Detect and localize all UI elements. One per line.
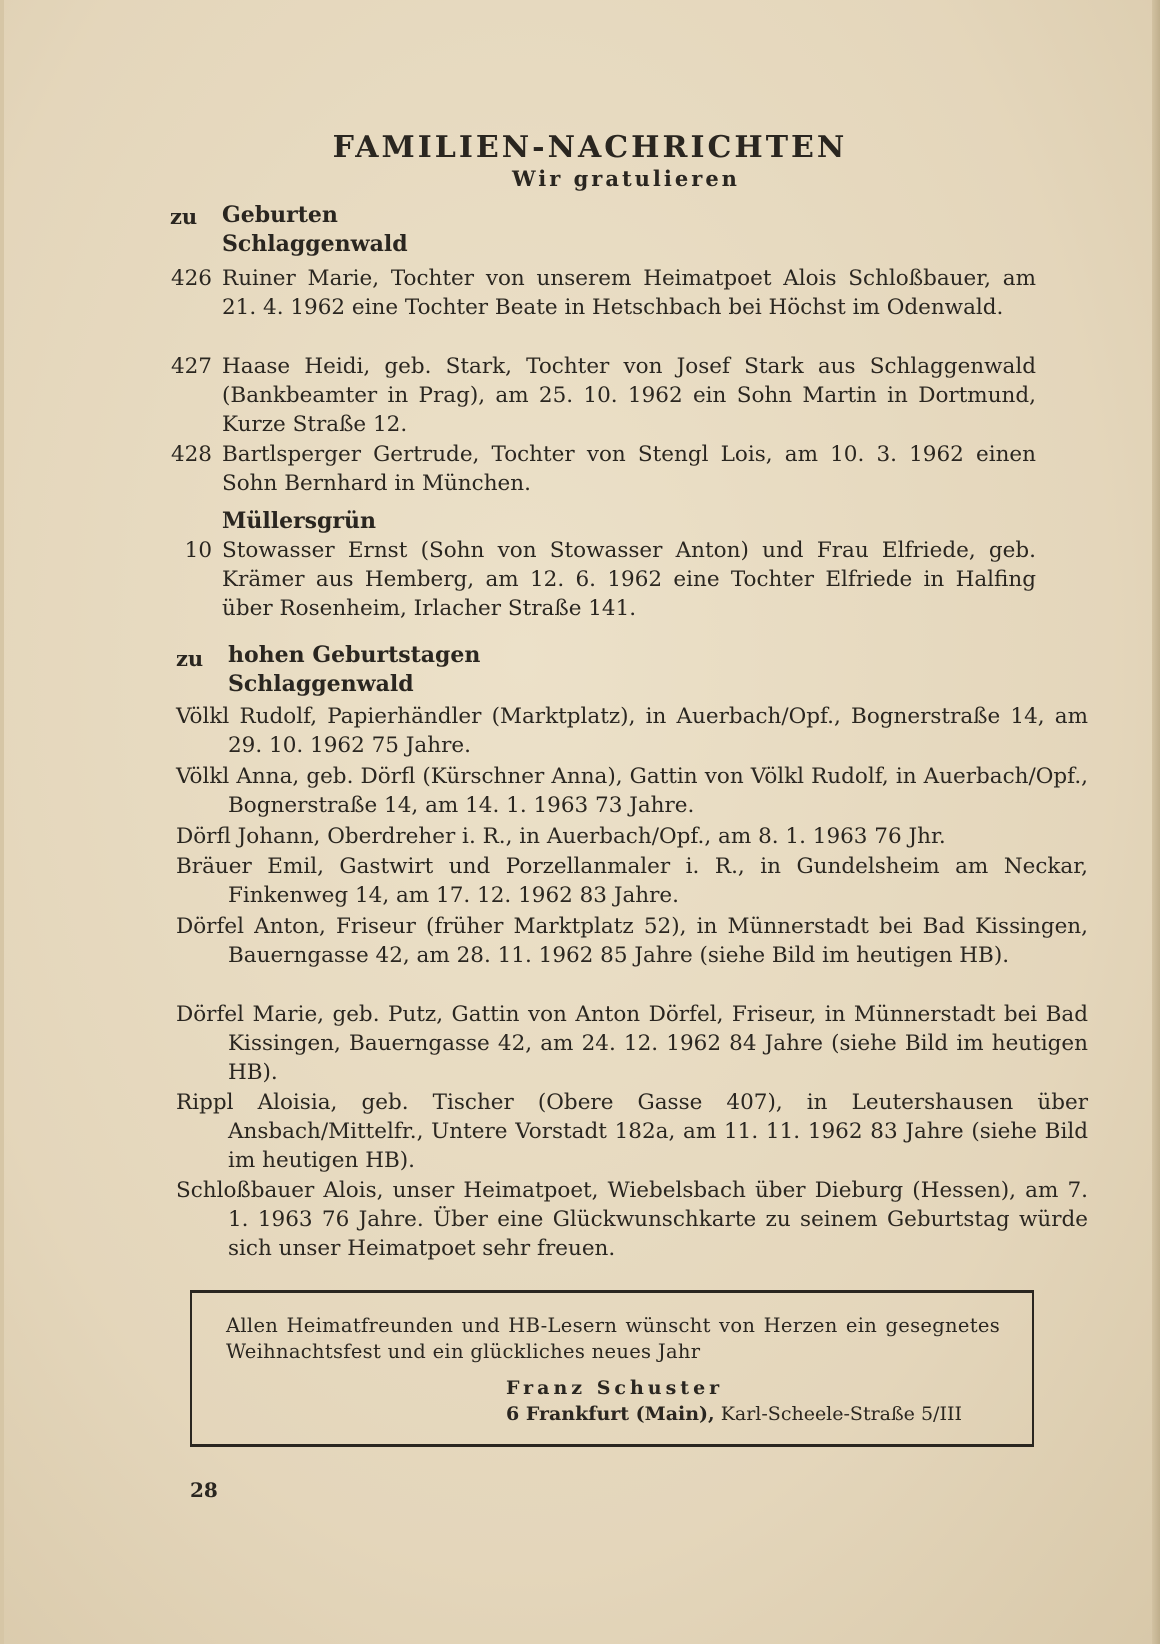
signature-city: 6 Frankfurt (Main), — [506, 1403, 715, 1425]
birthday-entry: Rippl Aloisia, geb. Tischer (Obere Gasse 407), in Leutershausen über Ansbach/Mittelfr., Untere Vorstadt 182a, am 11. 11. 1962 83 Jahre (siehe Bild im heutigen HB). — [176, 1090, 1088, 1173]
births-place-schlaggenwald: Schlaggenwald — [222, 231, 408, 257]
birthday-entry: Schloßbauer Alois, unser Heimatpoet, Wiebelsbach über Dieburg (Hessen), am 7. 1. 1963 76 Jahre. Über eine Glückwunschkarte zu seinem Geburtstag würde sich unser Heimatpoet sehr freuen. — [176, 1178, 1088, 1261]
births-place-muellersgruen: Müllersgrün — [222, 508, 376, 534]
signature-address — [506, 1403, 962, 1425]
birthdays-place: Schlaggenwald — [228, 671, 414, 697]
page-number: 28 — [190, 1478, 218, 1502]
birth-entry: Ruiner Marie, Tochter von unserem Heimatpoet Alois Schloßbauer, am 21. 4. 1962 eine Tochter Beate in Hetschbach bei Höchst im Odenwald. — [222, 266, 1036, 320]
birthday-entry: Dörfel Marie, geb. Putz, Gattin von Anton Dörfel, Friseur, in Münnerstadt bei Bad Kissingen, Bauerngasse 42, am 24. 12. 1962 84 Jahre (siehe Bild im heutigen HB). — [176, 1002, 1088, 1085]
greeting-text: Allen Heimatfreunden und HB-Lesern wünscht von Herzen ein gesegnetes Weihnachtsfest und ein glückliches neues Jahr — [226, 1314, 1000, 1363]
page-edge-right — [1152, 0, 1160, 1644]
birthdays-label: zu — [176, 646, 204, 671]
birthday-entry: Völkl Anna, geb. Dörfl (Kürschner Anna), Gattin von Völkl Rudolf, in Auerbach/Opf., Bognerstraße 14, am 14. 1. 1963 73 Jahre. — [176, 764, 1088, 818]
birth-entry: Haase Heidi, geb. Stark, Tochter von Josef Stark aus Schlaggenwald (Bankbeamter in Prag), am 25. 10. 1962 ein Sohn Martin in Dortmund, Kurze Straße 12. — [222, 354, 1036, 437]
entry-number: 427 — [170, 354, 212, 379]
birthdays-heading: hohen Geburtstagen — [228, 642, 481, 668]
page-subtitle: Wir gratulieren — [512, 166, 740, 191]
birthday-entry: Dörfl Johann, Oberdreher i. R., in Auerbach/Opf., am 8. 1. 1963 76 Jhr. — [176, 824, 946, 849]
entry-number: 428 — [170, 442, 212, 467]
birth-entry: Stowasser Ernst (Sohn von Stowasser Anton) und Frau Elfriede, geb. Krämer aus Hemberg, am 12. 6. 1962 eine Tochter Elfriede in Halfing über Rosenheim, Irlacher Straße 141. — [222, 538, 1036, 621]
page-edge-left — [0, 0, 4, 1644]
signature-name: Franz Schuster — [506, 1377, 724, 1399]
entry-number: 10 — [184, 538, 212, 563]
page-title: FAMILIEN-NACHRICHTEN — [332, 130, 848, 165]
birthday-entry: Bräuer Emil, Gastwirt und Porzellanmaler i. R., in Gundelsheim am Neckar, Finkenweg 14, am 17. 12. 1962 83 Jahre. — [176, 854, 1088, 908]
birthday-entry: Dörfel Anton, Friseur (früher Marktplatz 52), in Münnerstadt bei Bad Kissingen, Bauerngasse 42, am 28. 11. 1962 85 Jahre (siehe Bild im heutigen HB). — [176, 914, 1088, 968]
birth-entry: Bartlsperger Gertrude, Tochter von Stengl Lois, am 10. 3. 1962 einen Sohn Bernhard in München. — [222, 442, 1036, 496]
entry-number: 426 — [170, 266, 212, 291]
births-label: zu — [170, 204, 198, 229]
signature-street: Karl-Scheele-Straße 5/III — [720, 1403, 962, 1425]
births-heading: Geburten — [222, 202, 338, 228]
birthday-entry: Völkl Rudolf, Papierhändler (Marktplatz), in Auerbach/Opf., Bognerstraße 14, am 29. 10. 1962 75 Jahre. — [176, 704, 1088, 758]
greeting-box — [190, 1290, 1034, 1447]
